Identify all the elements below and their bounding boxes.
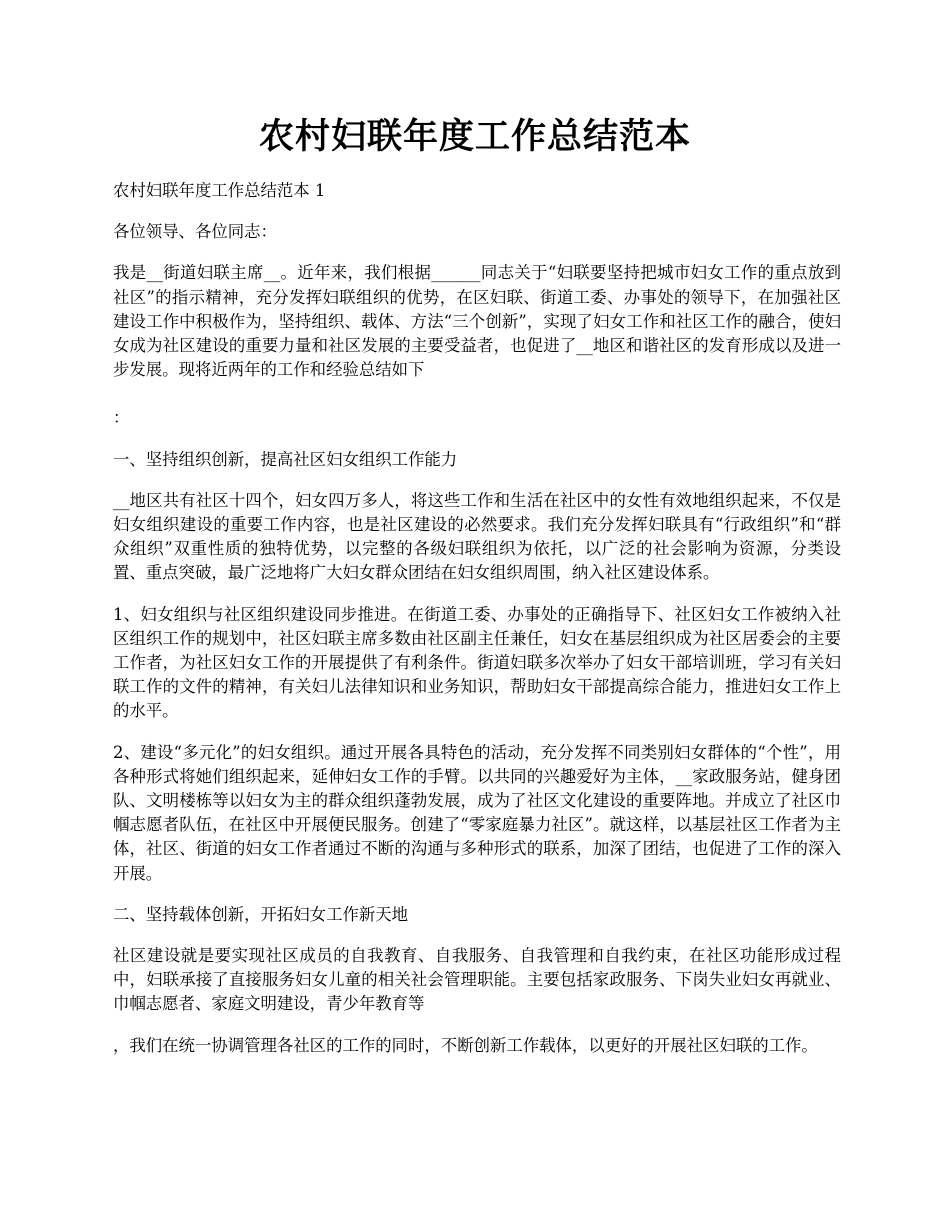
section-heading-1: 一、坚持组织创新，提高社区妇女组织工作能力: [113, 449, 458, 469]
subtitle-paragraph: 农村妇联年度工作总结范本 1: [113, 181, 326, 200]
greeting-paragraph: 各位领导、各位同志：: [113, 222, 277, 242]
section-1-paragraph: __地区共有社区十四个，妇女四万多人，将这些工作和生活在社区中的女性有效地组织起来，不仅是妇女组织建设的重要工作内容，也是社区建设的必然要求。我们充分发挥妇联具有“行政组织”和“群众组织”双重性质的独特优势，以完整的各级妇联组织为依托，以广泛的社会影响为资源，分类设置、重点突破，最广泛地将广大妇女群众团结在妇女组织周围，纳入社区建设体系。: [113, 490, 841, 583]
item-2-paragraph: 2、建设“多元化”的妇女组织。通过开展各具特色的活动，充分发挥不同类别妇女群体的“个性”，用各种形式将她们组织起来，延伸妇女工作的手臂。以共同的兴趣爱好为主体，__家政服务站，健身团队、文明楼栋等以妇女为主的群众组织蓬勃发展，成为了社区文化建设的重要阵地。并成立了社区巾帼志愿者队伍，在社区中开展便民服务。创建了“零家庭暴力社区”。就这样，以基层社区工作者为主体，社区、街道的妇女工作者通过不断的沟通与多种形式的联系，加深了团结，也促进了工作的深入开展。: [113, 742, 841, 883]
section-2-paragraph: 社区建设就是要实现社区成员的自我教育、自我服务、自我管理和自我约束，在社区功能形成过程中，妇联承接了直接服务妇女儿童的相关社会管理职能。主要包括家政服务、下岗失业妇女再就业、巾帼志愿者、家庭文明建设，青少年教育等: [113, 946, 841, 1014]
closing-paragraph: ，我们在统一协调管理各社区的工作的同时，不断创新工作载体，以更好的开展社区妇联的工作。: [113, 1035, 818, 1055]
intro-paragraph: 我是__街道妇联主席__。近年来，我们根据______同志关于“妇联要坚持把城市妇女工作的重点放到社区”的指示精神，充分发挥妇联组织的优势，在区妇联、街道工委、办事处的领导下，在加强社区建设工作中积极作为，坚持组织、载体、方法“三个创新”，实现了妇女工作和社区工作的融合，使妇女成为社区建设的重要力量和社区发展的主要受益者，也促进了__地区和谐社区的发育形成以及进一步发展。现将近两年的工作和经验总结如下: [113, 263, 841, 380]
colon-paragraph: ：: [113, 408, 130, 428]
document-body: [113, 179, 841, 1075]
section-heading-2: 二、坚持载体创新，开拓妇女工作新天地: [113, 904, 409, 924]
item-1-paragraph: 1、妇女组织与社区组织建设同步推进。在街道工委、办事处的正确指导下、社区妇女工作被纳入社区组织工作的规划中，社区妇联主席多数由社区副主任兼任，妇女在基层组织成为社区居委会的主要工作者，为社区妇女工作的开展提供了有利条件。街道妇联多次举办了妇女干部培训班，学习有关妇联工作的文件的精神，有关妇儿法律知识和业务知识，帮助妇女干部提高综合能力，推进妇女工作上的水平。: [113, 604, 841, 721]
document-title: 农村妇联年度工作总结范本: [258, 116, 691, 157]
